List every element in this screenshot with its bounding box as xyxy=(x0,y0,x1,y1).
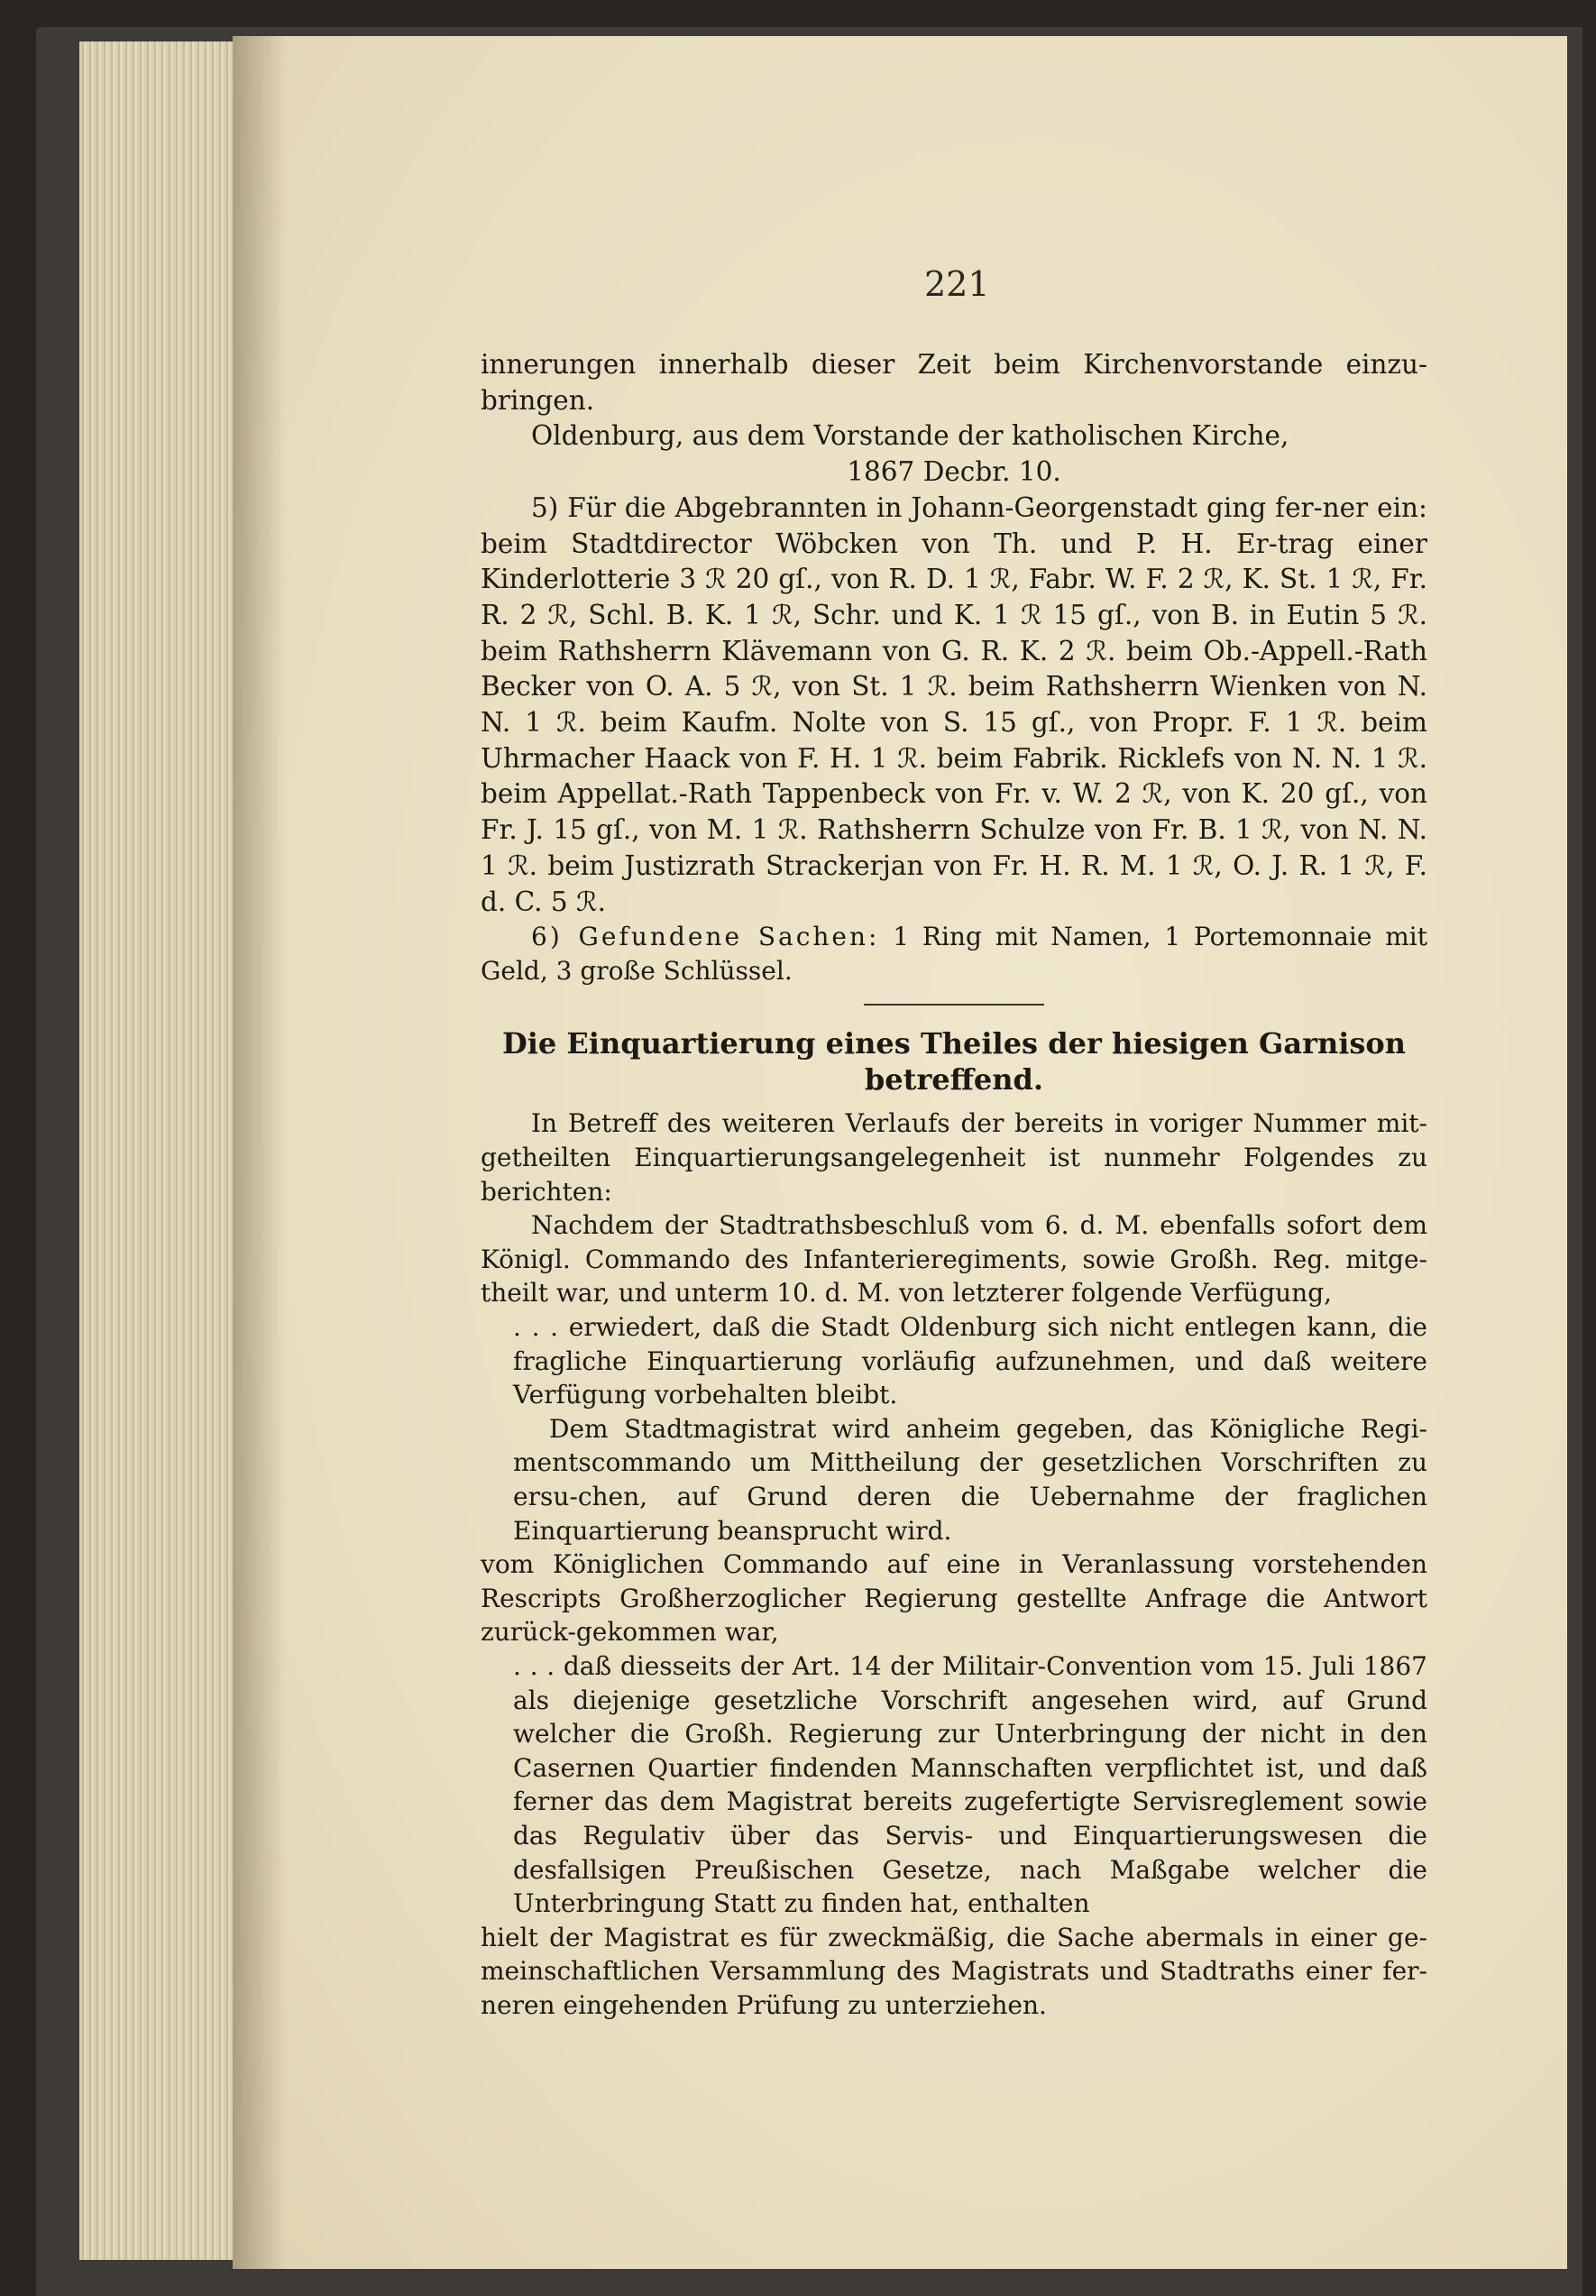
item-6-label: 6) Gefundene Sachen: xyxy=(531,922,880,952)
line-innerungen: innerungen innerhalb dieser Zeit beim Kirchenvorstande einzu-bringen. xyxy=(481,349,1427,416)
quote-magistrat: Dem Stadtmagistrat wird anheim gegeben, das Königliche Regi-mentscommando um Mittheilung der gesetzlichen Vorschriften zu ersu-chen, auf Grund deren die Uebernahme der fraglichen Einquartierung beansprucht wird. xyxy=(513,1413,1427,1546)
gutter-shadow xyxy=(233,36,287,2269)
line-date: 1867 Decbr. 10. xyxy=(847,456,1061,488)
item-6-found-items xyxy=(481,920,1427,987)
page-body xyxy=(481,347,1427,2022)
section-body xyxy=(481,1107,1427,2022)
quote-convention: . . . daß diesseits der Art. 14 der Militair-Convention vom 15. Juli 1867 als diejenige gesetzliche Vorschrift angesehen wird, auf Grund welcher die Großh. Regierung zur Unterbringung der nicht in den Casernen Quartier findenden Mannschaften verpflichtet ist, und daß ferner das dem Magistrat bereits zugefertigte Servisreglement sowie das Regulativ über das Servis- und Einquartierungswesen die desfallsigen Preußischen Gesetze, nach Maßgabe welcher die Unterbringung Statt zu finden hat, enthalten xyxy=(513,1650,1427,1919)
para-intro: In Betreff des weiteren Verlaufs der bereits in voriger Nummer mit-getheilten Einquartierungsangelegenheit ist nunmehr Folgendes zu berichten: xyxy=(481,1108,1427,1207)
para-nachdem: Nachdem der Stadtrathsbeschluß vom 6. d. M. ebenfalls sofort dem Königl. Commando des Infanterieregiments, sowie Großh. Reg. mitge-theilt war, und unterm 10. d. M. von letzterer folgende Verfügung, xyxy=(481,1210,1427,1309)
line-oldenburg: Oldenburg, aus dem Vorstande der katholischen Kirche, xyxy=(531,420,1289,452)
page-edges xyxy=(79,41,234,2260)
page-number: 221 xyxy=(924,264,990,304)
section-divider xyxy=(864,1004,1044,1006)
quote-verfuegung: . . . erwiedert, daß die Stadt Oldenburg sich nicht entlegen kann, die fragliche Einquartierung vorläufig aufzunehmen, und daß weitere Verfügung vorbehalten bleibt. xyxy=(513,1312,1427,1410)
section-heading: Die Einquartierung eines Theiles der hiesigen Garnison betreffend. xyxy=(501,1026,1406,1097)
item-5-donations: 5) Für die Abgebrannten in Johann-Georgenstadt ging fer-ner ein: beim Stadtdirector Wöbcken von Th. und P. H. Er-trag einer Kinderlotterie 3 ℛ 20 gſ., von R. D. 1 ℛ, Fabr. W. F. 2 ℛ, K. St. 1 ℛ, Fr. R. 2 ℛ, Schl. B. K. 1 ℛ, Schr. und K. 1 ℛ 15 gſ., von B. in Eutin 5 ℛ. beim Rathsherrn Klävemann von G. R. K. 2 ℛ. beim Ob.-Appell.-Rath Becker von O. A. 5 ℛ, von St. 1 ℛ. beim Rathsherrn Wienken von N. N. 1 ℛ. beim Kaufm. Nolte von S. 15 gſ., von Propr. F. 1 ℛ. beim Uhrmacher Haack von F. H. 1 ℛ. beim Fabrik. Ricklefs von N. N. 1 ℛ. beim Appellat.-Rath Tappenbeck von Fr. v. W. 2 ℛ, von K. 20 gſ., von Fr. J. 15 gſ., von M. 1 ℛ. Rathsherrn Schulze von Fr. B. 1 ℛ, von N. N. 1 ℛ. beim Justizrath Strackerjan von Fr. H. R. M. 1 ℛ, O. J. R. 1 ℛ, F. d. C. 5 ℛ. xyxy=(481,491,1427,917)
item-6-text: 1 Ring mit Namen, 1 Portemonnaie mit Geld, 3 große Schlüssel. xyxy=(481,922,1427,986)
para-vom: vom Königlichen Commando auf eine in Veranlassung vorstehenden Rescripts Großherzoglicher Regierung gestellte Anfrage die Antwort zurück-gekommen war, xyxy=(481,1549,1427,1648)
para-hielt: hielt der Magistrat es für zweckmäßig, die Sache abermals in einer ge-meinschaftlichen Versammlung des Magistrats und Stadtraths einer fer-neren eingehenden Prüfung zu unterziehen. xyxy=(481,1922,1427,2020)
